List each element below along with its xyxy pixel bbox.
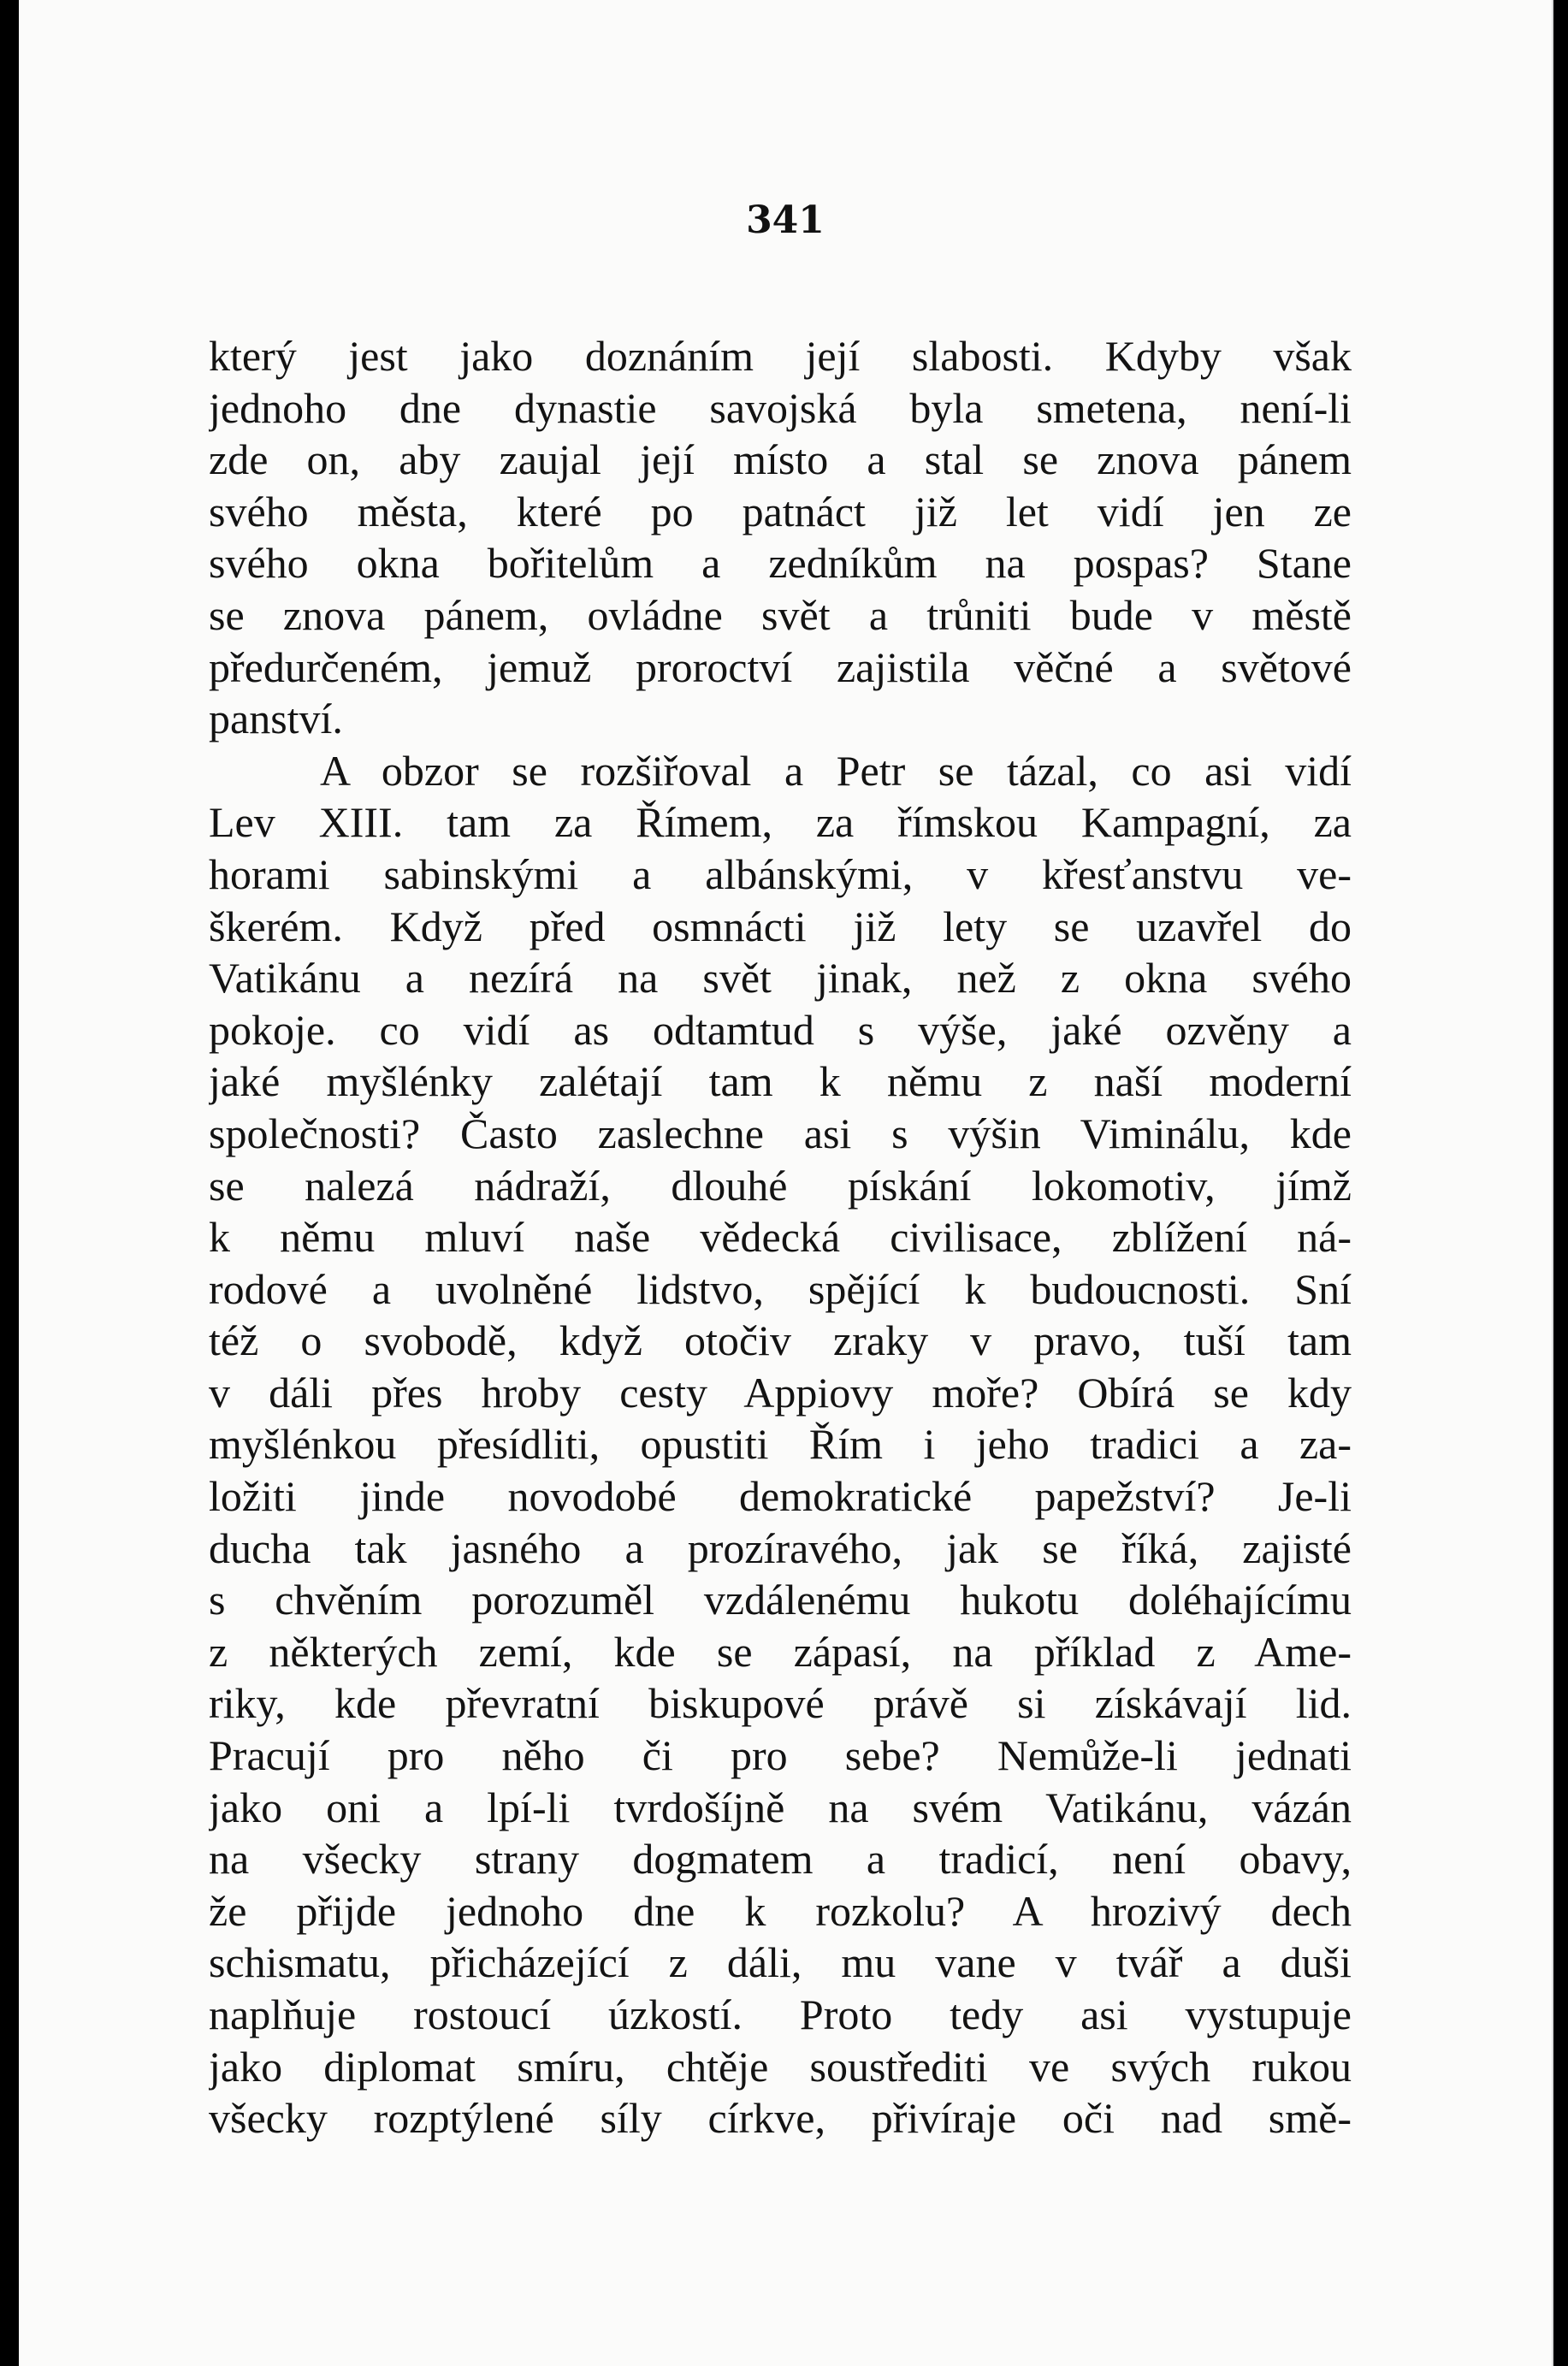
- text-line: společnosti? Často zaslechne asi s výšin Viminálu, kde: [209, 1109, 1352, 1157]
- text-line: jaké myšlénky zalétají tam k němu z naší moderní: [209, 1057, 1352, 1106]
- text-line: ložiti jinde novodobé demokratické papežství? Je-li: [209, 1472, 1352, 1521]
- text-line: předurčeném, jemuž proroctví zajistila věčné a světové: [209, 642, 1352, 691]
- text-line: všecky rozptýlené síly církve, přivíraje oči nad smě-: [209, 2094, 1352, 2143]
- text-line: pokoje. co vidí as odtamtud s výše, jaké ozvěny a: [209, 1005, 1352, 1054]
- book-page: [19, 0, 1553, 2366]
- text-line: se nalezá nádraží, dlouhé pískání lokomotiv, jímž: [209, 1161, 1352, 1210]
- text-line: s chvěním porozuměl vzdálenému hukotu doléhajícímu: [209, 1576, 1352, 1624]
- text-line: jako oni a lpí-li tvrdošíjně na svém Vatikánu, vázán: [209, 1783, 1352, 1831]
- text-line: rodové a uvolněné lidstvo, spějící k budoucnosti. Sní: [209, 1264, 1352, 1313]
- text-line: se znova pánem, ovládne svět a trůniti bude v městě: [209, 590, 1352, 639]
- text-line: horami sabinskými a albánskými, v křesťanstvu ve-: [209, 849, 1352, 898]
- text-line: zde on, aby zaujal její místo a stal se znova pánem: [209, 435, 1352, 484]
- text-line: jako diplomat smíru, chtěje soustřediti ve svých rukou: [209, 2042, 1352, 2091]
- text-line: Pracují pro něho či pro sebe? Nemůže-li jednati: [209, 1731, 1352, 1780]
- text-line: Vatikánu a nezírá na svět jinak, než z okna svého: [209, 954, 1352, 1003]
- text-line: schismatu, přicházející z dáli, mu vane v tvář a duši: [209, 1938, 1352, 1987]
- text-line: též o svobodě, když otočiv zraky v pravo, tuší tam: [209, 1316, 1352, 1365]
- text-line: svého okna bořitelům a zedníkům na pospas? Stane: [209, 539, 1352, 588]
- text-line: svého města, které po patnáct již let vidí jen ze: [209, 487, 1352, 535]
- text-line: k němu mluví naše vědecká civilisace, zblížení ná-: [209, 1213, 1352, 1262]
- text-line: myšlénkou přesídliti, opustiti Řím i jeho tradici a za-: [209, 1420, 1352, 1469]
- page-number: 341: [746, 198, 825, 242]
- text-line: A obzor se rozšiřoval a Petr se tázal, co asi vidí: [320, 746, 1352, 795]
- text-line: ducha tak jasného a prozíravého, jak se říká, zajisté: [209, 1523, 1352, 1572]
- text-line: na všecky strany dogmatem a tradicí, není obavy,: [209, 1835, 1352, 1884]
- text-line: který jest jako doznáním její slabosti. Kdyby však: [209, 332, 1352, 380]
- body-text: [209, 330, 1352, 2144]
- text-line: v dáli přes hroby cesty Appiovy moře? Obírá se kdy: [209, 1368, 1352, 1417]
- text-line: jednoho dne dynastie savojská byla smetena, není-li: [209, 383, 1352, 432]
- text-line: škerém. Když před osmnácti již lety se uzavřel do: [209, 902, 1352, 950]
- text-line: naplňuje rostoucí úzkostí. Proto tedy asi vystupuje: [209, 1990, 1352, 2038]
- text-line: z některých zemí, kde se zápasí, na příklad z Ame-: [209, 1627, 1352, 1676]
- text-line: riky, kde převratní biskupové právě si získávají lid.: [209, 1679, 1352, 1728]
- text-line: panství.: [209, 695, 343, 743]
- text-line: Lev XIII. tam za Římem, za římskou Kampagní, za: [209, 798, 1352, 847]
- text-line: že přijde jednoho dne k rozkolu? A hrozivý dech: [209, 1886, 1352, 1935]
